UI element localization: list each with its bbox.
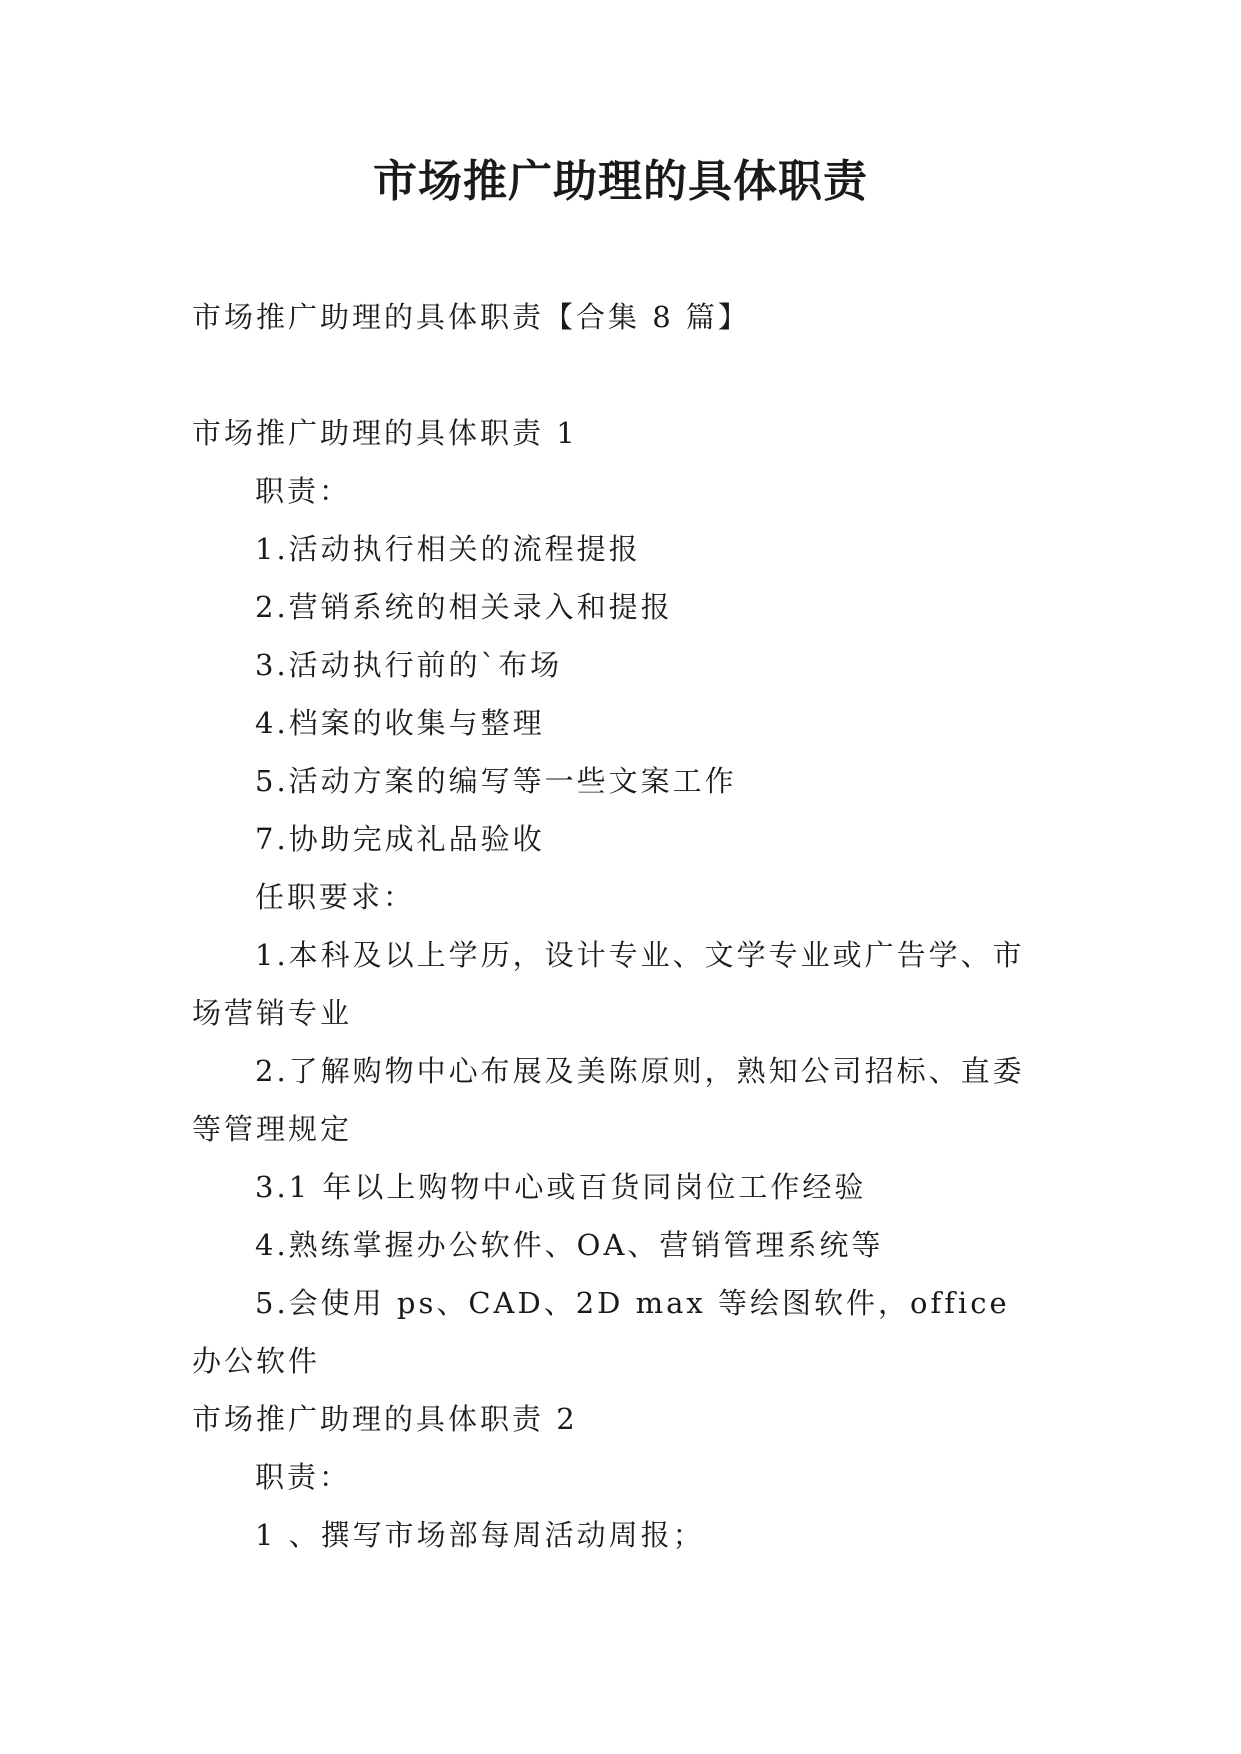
requirements-label: 任职要求： [255, 880, 416, 914]
duty-item: 2.营销系统的相关录入和提报 [255, 590, 673, 624]
duty-item: 1 、撰写市场部每周活动周报； [255, 1518, 705, 1552]
document-subtitle: 市场推广助理的具体职责【合集 8 篇】 [192, 300, 750, 334]
requirement-item: 5.会使用 ps、CAD、2D max 等绘图软件，office 办公软件 [192, 1286, 1010, 1378]
requirement-item: 3.1 年以上购物中心或百货同岗位工作经验 [255, 1170, 867, 1204]
duty-item: 3.活动执行前的`布场 [255, 648, 563, 682]
requirement-item: 1.本科及以上学历，设计专业、文学专业或广告学、市场营销专业 [192, 938, 1025, 1030]
section-heading: 市场推广助理的具体职责 2 [192, 1402, 578, 1436]
document-body [192, 288, 1052, 1564]
duty-item: 1.活动执行相关的流程提报 [255, 532, 641, 566]
duty-item: 7.协助完成礼品验收 [255, 822, 545, 856]
duties-label: 职责： [255, 1460, 352, 1494]
duty-item: 5.活动方案的编写等一些文案工作 [255, 764, 737, 798]
document-title: 市场推广助理的具体职责 [373, 156, 868, 207]
requirement-item: 2.了解购物中心布展及美陈原则，熟知公司招标、直委等管理规定 [192, 1054, 1025, 1146]
section-heading: 市场推广助理的具体职责 1 [192, 416, 578, 450]
duty-item: 4.档案的收集与整理 [255, 706, 545, 740]
duties-label: 职责： [255, 474, 352, 508]
requirement-item: 4.熟练掌握办公软件、OA、营销管理系统等 [255, 1228, 884, 1262]
